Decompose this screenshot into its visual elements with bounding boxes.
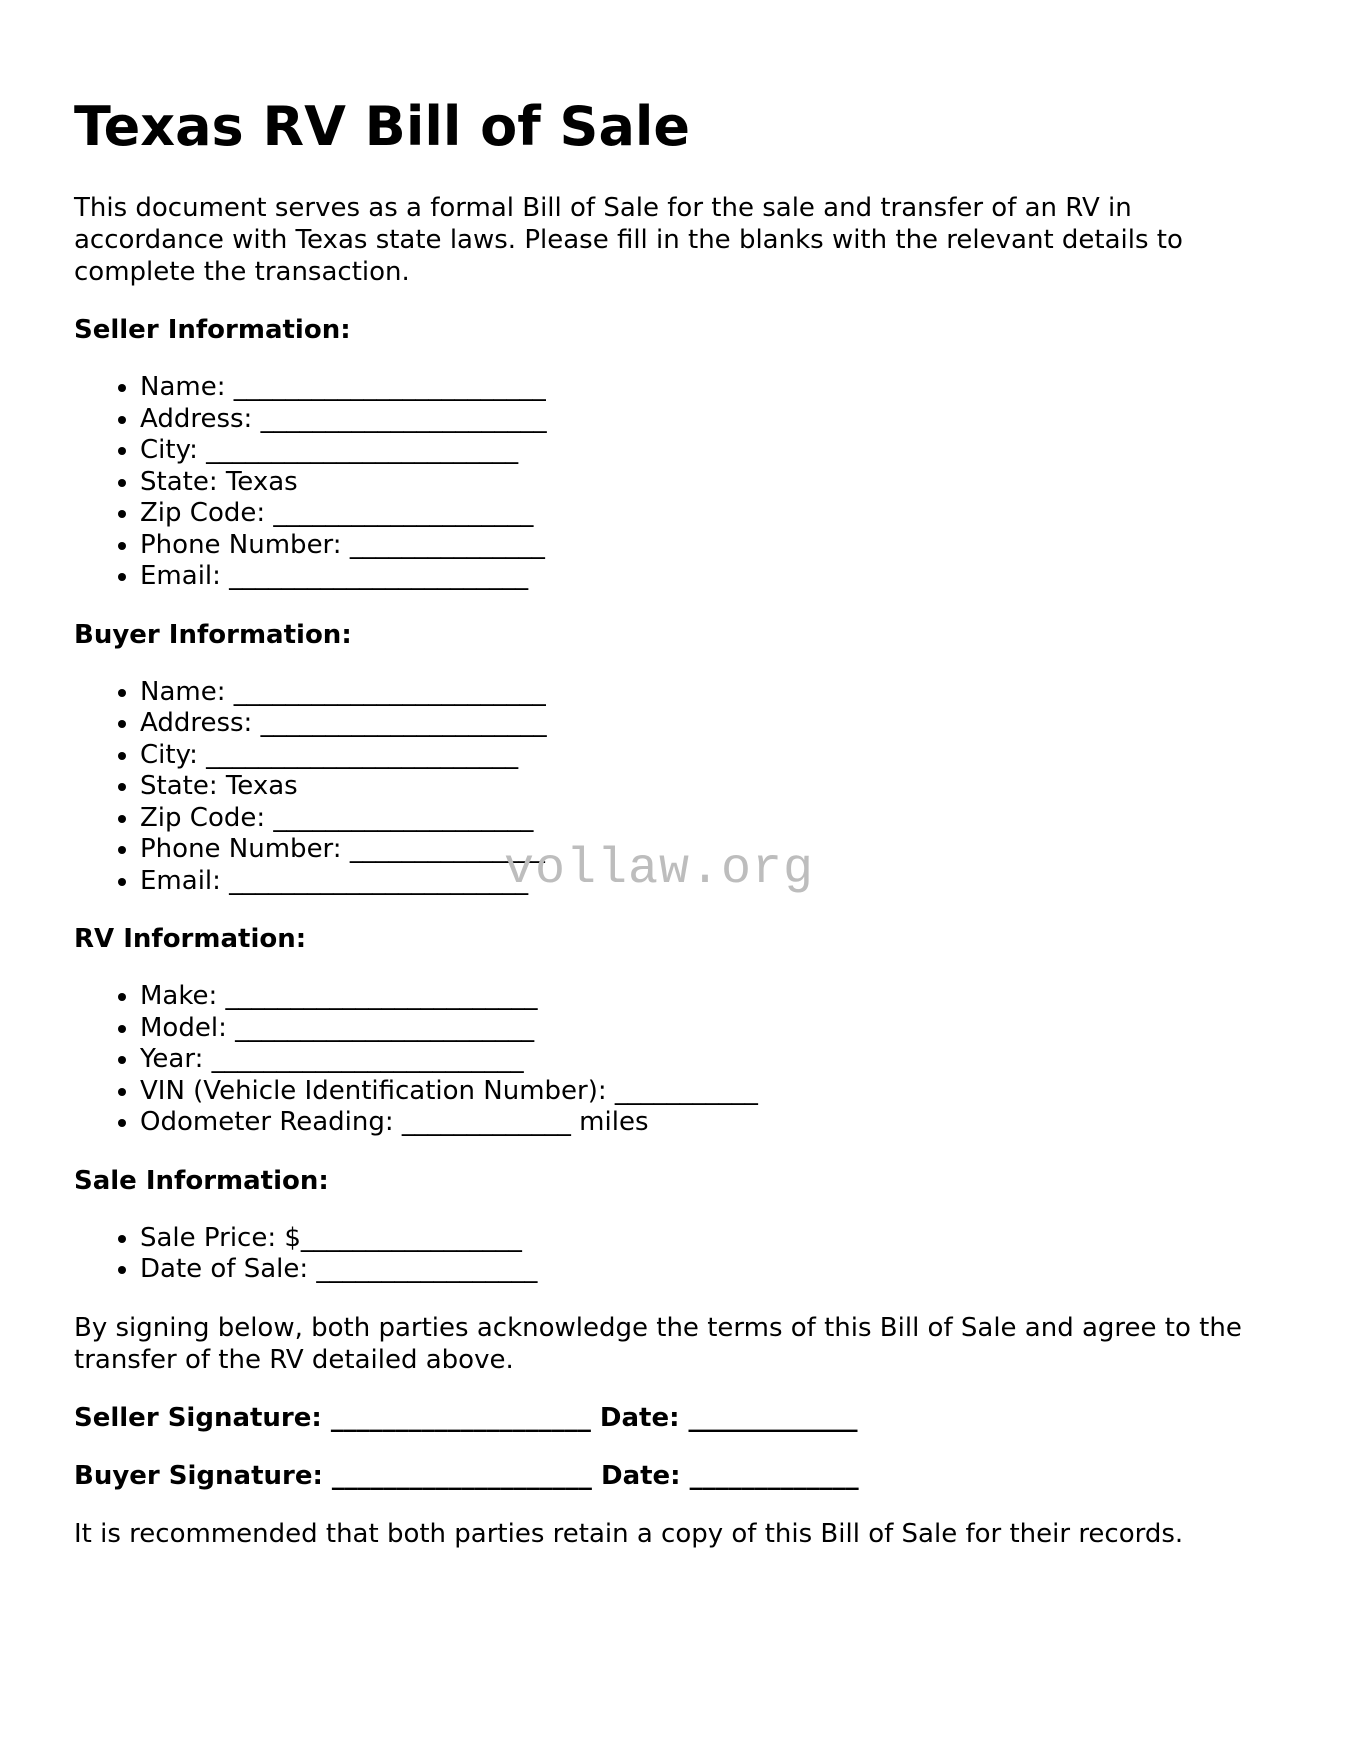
seller-state-field: • State: Texas (140, 467, 1274, 499)
seller-address-field: • Address: ______________________ (140, 404, 1274, 436)
buyer-name-field: • Name: ________________________ (140, 677, 1274, 709)
rv-info-list (74, 981, 1274, 1139)
closing-paragraph: By signing below, both parties acknowledge the terms of this Bill of Sale and agree to the transfer of the RV detailed above. (74, 1312, 1242, 1375)
buyer-signature-line: Buyer Signature: ____________________ Date: _____________ (74, 1460, 859, 1491)
footer-note: It is recommended that both parties retain a copy of this Bill of Sale for their records. (74, 1518, 1184, 1549)
intro-paragraph: This document serves as a formal Bill of Sale for the sale and transfer of an RV in accordance with Texas state laws. Please fill in the blanks with the relevant details to complete the transaction. (74, 193, 1183, 287)
rv-year-field: • Year: ________________________ (140, 1044, 1274, 1076)
document-page (74, 88, 1274, 1550)
buyer-email-field: • Email: _______________________ (140, 866, 1274, 898)
seller-email-field: • Email: _______________________ (140, 561, 1274, 593)
rv-odometer-field: • Odometer Reading: _____________ miles (140, 1107, 1274, 1139)
buyer-address-field: • Address: ______________________ (140, 708, 1274, 740)
rv-make-field: • Make: ________________________ (140, 981, 1274, 1013)
seller-city-field: • City: ________________________ (140, 435, 1274, 467)
buyer-city-field: • City: ________________________ (140, 740, 1274, 772)
seller-name-field: • Name: ________________________ (140, 372, 1274, 404)
seller-info-list (74, 372, 1274, 593)
buyer-zip-field: • Zip Code: ____________________ (140, 803, 1274, 835)
rv-model-field: • Model: _______________________ (140, 1013, 1274, 1045)
buyer-state-field: • State: Texas (140, 771, 1274, 803)
seller-signature-line: Seller Signature: ____________________ Date: _____________ (74, 1402, 858, 1433)
sale-date-field: • Date of Sale: _________________ (140, 1254, 1274, 1286)
rv-vin-field: • VIN (Vehicle Identification Number): ___________ (140, 1076, 1274, 1108)
sale-section-heading: Sale Information: (74, 1165, 329, 1196)
watermark: vollaw.org (504, 841, 815, 898)
sale-price-field: • Sale Price: $_________________ (140, 1223, 1274, 1255)
sale-info-list (74, 1223, 1274, 1286)
rv-section-heading: RV Information: (74, 924, 307, 954)
seller-section-heading: Seller Information: (74, 315, 351, 345)
seller-zip-field: • Zip Code: ____________________ (140, 498, 1274, 530)
buyer-section-heading: Buyer Information: (74, 619, 352, 650)
page-title: Texas RV Bill of Sale (74, 95, 691, 158)
buyer-phone-field: • Phone Number: _______________ (140, 834, 1274, 866)
seller-phone-field: • Phone Number: _______________ (140, 530, 1274, 562)
